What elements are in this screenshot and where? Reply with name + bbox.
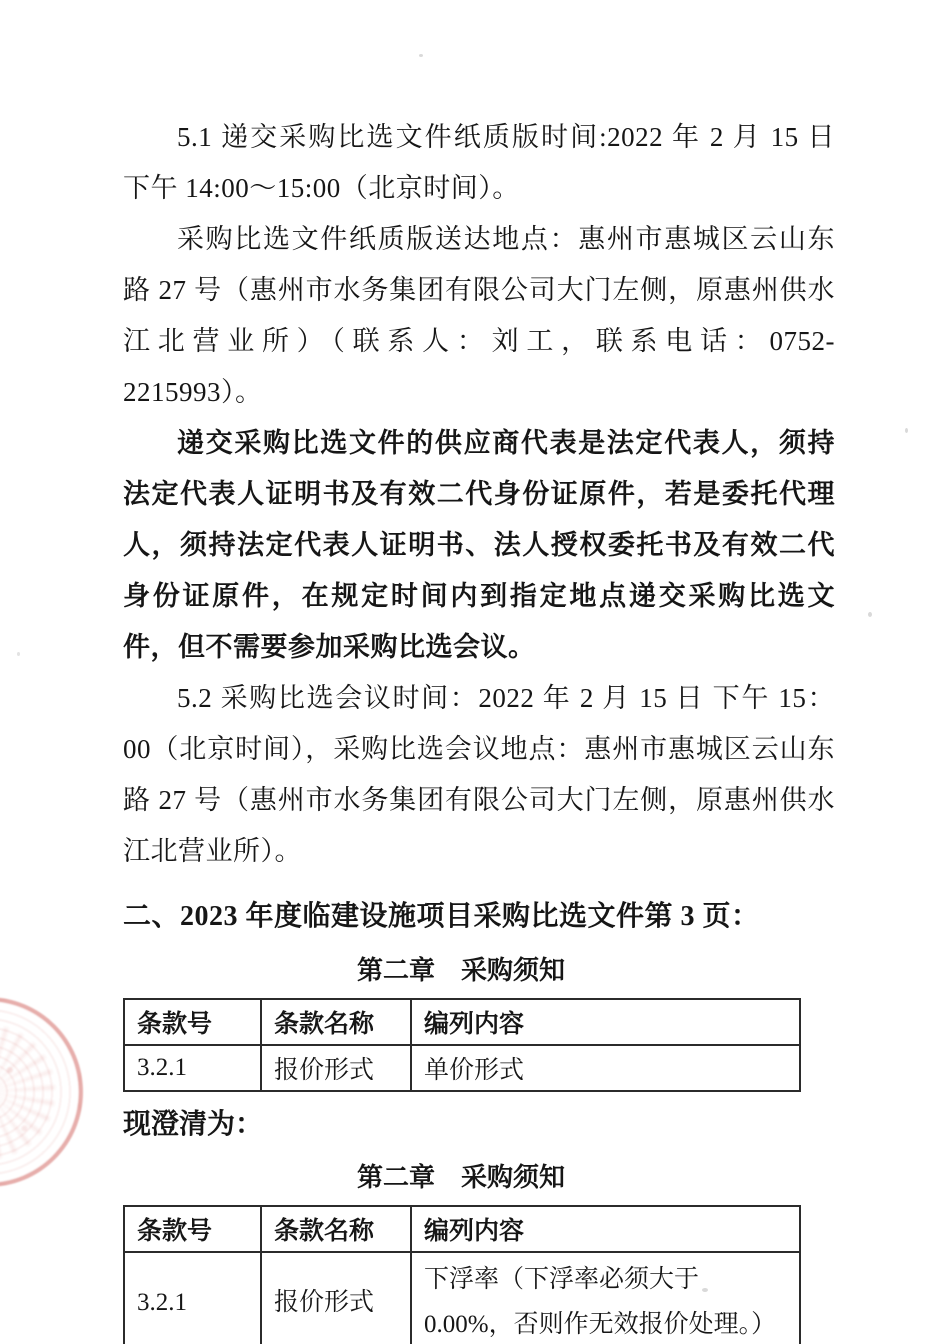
scan-speck (419, 54, 423, 57)
header-clause-name: 条款名称 (261, 1206, 411, 1252)
cell-clause-content: 下浮率（下浮率必须大于 0.00%，否则作无效报价处理。） (411, 1252, 800, 1344)
clarification-label: 现澄清为： (123, 1109, 264, 1140)
scan-speck (17, 652, 20, 656)
cell-clause-content: 单价形式 (411, 1045, 800, 1091)
header-clause-content: 编列内容 (411, 999, 800, 1045)
cell-clause-number: 3.2.1 (124, 1252, 261, 1344)
header-clause-name: 条款名称 (261, 999, 411, 1045)
scan-speck (905, 428, 908, 433)
cell-clause-number: 3.2.1 (124, 1045, 261, 1091)
header-clause-content: 编列内容 (411, 1206, 800, 1252)
document-content (123, 112, 835, 1344)
paragraph-5-1-submission-time: 5.1 递交采购比选文件纸质版时间:2022 年 2 月 15 日 下午 14:00～15:00（北京时间）。 (123, 122, 835, 203)
cell-clause-name: 报价形式 (261, 1045, 411, 1091)
scan-speck (868, 612, 872, 617)
cell-clause-name: 报价形式 (261, 1252, 411, 1344)
paragraph-representative-requirements: 递交采购比选文件的供应商代表是法定代表人，须持法定代表人证明书及有效二代身份证原件，若是委托代理人，须持法定代表人证明书、法人授权委托书及有效二代身份证原件，在规定时间内到指定地点递交采购比选文件，但不需要参加采购比选会议。 (123, 428, 835, 662)
section-2-heading: 二、2023 年度临建设施项目采购比选文件第 3 页： (123, 901, 760, 932)
red-seal-stamp (0, 997, 83, 1187)
header-clause-number: 条款号 (124, 1206, 261, 1252)
header-clause-number: 条款号 (124, 999, 261, 1045)
clause-table-clarified (123, 1205, 801, 1344)
clause-table-original (123, 998, 801, 1092)
table-header-row (124, 1206, 800, 1252)
table-caption-original: 第二章 采购须知 (356, 956, 565, 985)
paragraph-5-2-meeting-time: 5.2 采购比选会议时间：2022 年 2 月 15 日 下午 15：00（北京时间），采购比选会议地点：惠州市惠城区云山东路 27 号（惠州市水务集团有限公司大门左侧，原惠州供水江北营业所）。 (123, 683, 835, 866)
paragraph-delivery-address: 采购比选文件纸质版送达地点：惠州市惠城区云山东路 27 号（惠州市水务集团有限公司大门左侧，原惠州供水江北营业所）（联系人：刘工，联系电话：0752-2215993）。 (123, 224, 835, 407)
table-row (124, 1252, 800, 1344)
table-row (124, 1045, 800, 1091)
table-header-row (124, 999, 800, 1045)
table-caption-clarified: 第二章 采购须知 (356, 1163, 565, 1192)
